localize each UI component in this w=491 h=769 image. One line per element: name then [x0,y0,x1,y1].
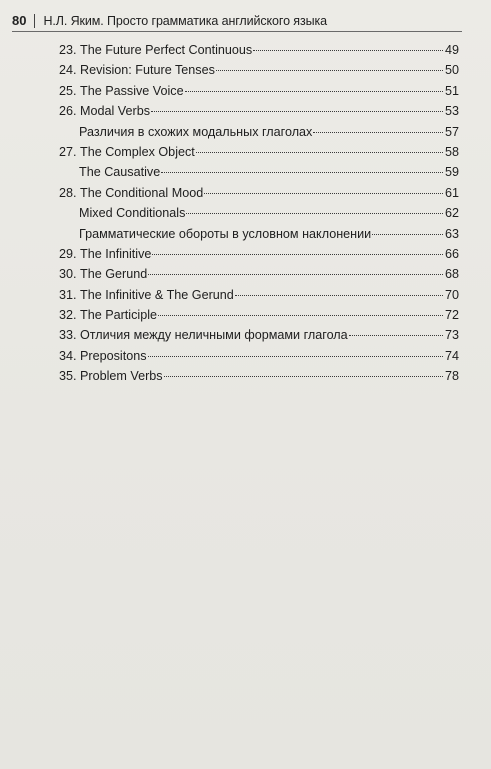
toc-entry-number: 26. [59,104,77,119]
toc-entry-page: 50 [444,63,459,78]
toc-entry-title: Modal Verbs [80,104,151,119]
toc-entry-number: 30. [59,267,77,282]
toc-entry-title: The Complex Object [80,144,195,159]
dot-leader [313,132,443,133]
dot-leader [372,234,443,235]
toc-entry-number: 31. [59,287,77,302]
toc-entry-title: The Infinitive & The Gerund [80,287,234,302]
toc-entry-page: 61 [444,185,459,200]
dot-leader [161,172,443,173]
toc-entry-page: 66 [444,246,459,261]
dot-leader [349,335,443,336]
dot-leader [235,295,443,296]
toc-entry-title: Грамматические обороты в условном наклонении [79,226,372,241]
toc-entry-page: 53 [444,104,459,119]
toc-entry-number: 29. [59,246,77,261]
toc-entry-number: 35. [59,369,77,384]
toc-entry-number: 24. [59,63,77,78]
dot-leader [216,70,443,71]
toc-entry-page: 51 [444,83,459,98]
toc-entry-title: Mixed Conditionals [79,206,186,221]
toc-entry [59,122,459,142]
page-number: 80 [12,13,27,28]
toc-entry-title: The Conditional Mood [80,185,204,200]
toc-entry [59,183,459,203]
toc-entry-page: 57 [444,124,459,139]
toc-entry-page: 74 [444,348,459,363]
toc-entry [59,285,459,305]
toc-entry [59,203,459,223]
table-of-contents [59,40,459,387]
toc-entry-number: 27. [59,144,77,159]
toc-entry-page: 58 [444,144,459,159]
toc-entry-title: Различия в схожих модальных глаголах [79,124,313,139]
toc-entry-title: The Participle [80,308,157,323]
toc-entry [59,81,459,101]
dot-leader [185,91,443,92]
dot-leader [152,254,443,255]
toc-entry-title: Revision: Future Tenses [80,63,215,78]
toc-entry [59,224,459,244]
toc-entry [59,142,459,162]
toc-entry-page: 72 [444,308,459,323]
toc-entry [59,40,459,60]
toc-entry [59,264,459,284]
running-title: Н.Л. Яким. Просто грамматика английского языка [43,13,327,28]
toc-entry-page: 70 [444,287,459,302]
toc-entry-page: 62 [444,206,459,221]
dot-leader [148,356,443,357]
running-header [12,12,462,32]
toc-entry-number: 23. [59,43,77,57]
toc-entry-title: Prepositons [80,348,147,363]
toc-entry [59,244,459,264]
dot-leader [148,274,443,275]
toc-entry [59,305,459,325]
toc-entry-number: 33. [59,328,77,343]
toc-entry-number: 28. [59,185,77,200]
dot-leader [196,152,443,153]
toc-entry-title: The Infinitive [80,246,152,261]
toc-entry-title: Отличия между неличными формами глагола [80,328,348,343]
dot-leader [151,111,443,112]
toc-entry-page: 73 [444,328,459,343]
dot-leader [164,376,443,377]
toc-entry-title: The Passive Voice [80,83,184,98]
toc-entry [59,60,459,80]
toc-entry [59,162,459,182]
toc-entry-number: 32. [59,308,77,323]
toc-entry-title: Problem Verbs [80,369,163,384]
dot-leader [186,213,443,214]
toc-entry-page: 68 [444,267,459,282]
dot-leader [204,193,443,194]
dot-leader [253,50,443,51]
toc-entry [59,325,459,345]
toc-entry [59,346,459,366]
toc-entry-page: 78 [444,369,459,384]
toc-entry-title: The Future Perfect Continuous [80,43,253,57]
toc-entry-page: 59 [444,165,459,180]
toc-entry [59,101,459,121]
toc-entry-number: 25. [59,83,77,98]
toc-entry-number: 34. [59,348,77,363]
toc-entry-page: 49 [444,43,459,57]
dot-leader [158,315,443,316]
toc-entry [59,366,459,386]
toc-entry-page: 63 [444,226,459,241]
toc-entry-title: The Causative [79,165,161,180]
header-separator [34,14,35,28]
toc-entry-title: The Gerund [80,267,148,282]
